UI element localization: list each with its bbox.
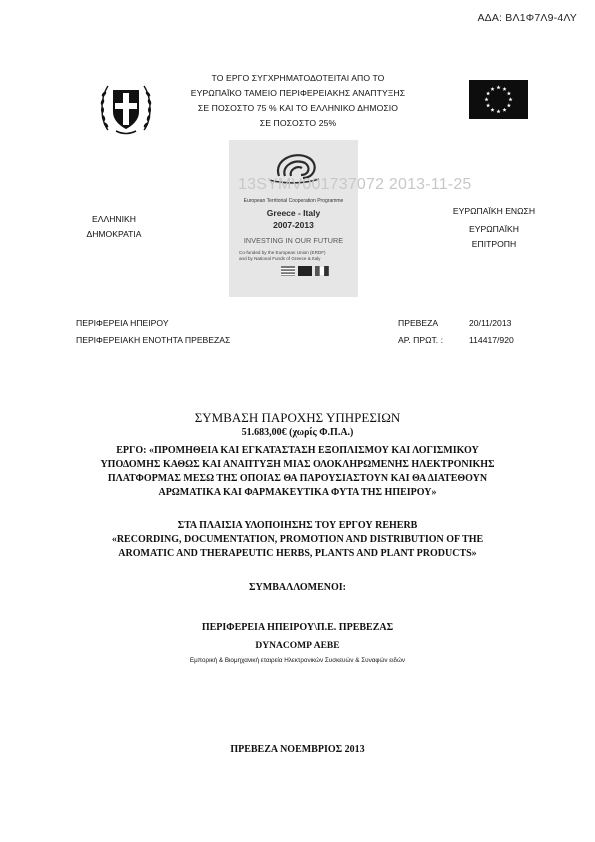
header-line: ΕΛΛΗΝΙΚΗ <box>92 214 136 224</box>
project-line: ΠΛΑΤΦΟΡΜΑΣ ΜΕΣΩ ΤΗΣ ΟΠΟΙΑΣ ΘΑ ΠΑΡΟΥΣΙΑΣΤΟΥΝ ΚΑΙ ΘΑ ΔΙΑΤΕΘΟΥΝ <box>107 473 488 484</box>
document-date: 20/11/2013 <box>469 318 512 328</box>
framework-line: «RECORDING, DOCUMENTATION, PROMOTION AND DISTRIBUTION OF THE <box>111 534 484 545</box>
contract-amount: 51.683,00€ (χωρίς Φ.Π.Α.) <box>241 427 354 438</box>
footer-place-date: ΠΡΕΒΕΖΑ ΝΟΕΜΒΡΙΟΣ 2013 <box>230 744 365 755</box>
eu-star-icon <box>496 109 500 113</box>
protocol-watermark: 13SYMV001737072 2013-11-25 <box>238 176 472 193</box>
party-contractor: DYNACOMP ΑΕΒΕ <box>255 641 340 651</box>
eu-star-icon <box>490 108 494 112</box>
eu-star-icon <box>502 108 506 112</box>
eu-star-icon <box>486 91 490 95</box>
interreg-greece-italy-logo <box>229 140 358 297</box>
eu-flag-icon <box>469 80 528 119</box>
project-line: ΕΡΓΟ: «ΠΡΟΜΗΘΕΙΑ ΚΑΙ ΕΓΚΑΤΑΣΤΑΣΗ ΕΞΟΠΛΙΣΜΟΥ ΚΑΙ ΛΟΓΙΣΜΙΚΟΥ <box>116 445 479 456</box>
eu-star-icon <box>508 97 512 101</box>
logo-years: 2007-2013 <box>273 220 314 230</box>
parties-heading: ΣΥΜΒΑΛΛΟΜΕΝΟΙ: <box>249 582 346 593</box>
funding-line: ΣΕ ΠΟΣΟΣΤΟ 25% <box>259 118 337 128</box>
region-unit-label: ΠΕΡΙΦΕΡΕΙΑΚΗ ΕΝΟΤΗΤΑ ΠΡΕΒΕΖΑΣ <box>76 335 231 345</box>
party-authority: ΠΕΡΙΦΕΡΕΙΑ ΗΠΕΙΡΟΥ\Π.Ε. ΠΡΕΒΕΖΑΣ <box>201 622 394 633</box>
european-union-label: ΕΥΡΩΠΑΪΚΗ ΕΝΩΣΗ <box>452 206 536 216</box>
framework-description <box>60 519 535 561</box>
funding-line: ΕΥΡΩΠΑΪΚΟ ΤΑΜΕΙΟ ΠΕΡΙΦΕΡΕΙΑΚΗΣ ΑΝΑΠΤΥΞΗΣ <box>190 88 406 98</box>
eu-star-icon <box>490 87 494 91</box>
party-contractor-description: Εμπορική & Βιομηχανική εταιρεία Ηλεκτρονικών Συσκευών & Συναφών ειδών <box>189 657 406 664</box>
funding-line: ΣΕ ΠΟΣΟΣΤΟ 75 % ΚΑΙ ΤΟ ΕΛΛΗΝΙΚΟ ΔΗΜΟΣΙΟ <box>197 103 399 113</box>
logo-programme-text: European Territorial Cooperation Programme <box>243 198 344 204</box>
project-line: ΑΡΩΜΑΤΙΚΑ ΚΑΙ ΦΑΡΜΑΚΕΥΤΙΚΑ ΦΥΤΑ ΤΗΣ ΗΠΕΙΡΟΥ» <box>158 487 437 498</box>
region-label: ΠΕΡΙΦΕΡΕΙΑ ΗΠΕΙΡΟΥ <box>76 318 169 328</box>
logo-cofunding-line: Co-funded by the European Union (ERDF) <box>239 250 326 255</box>
funding-line: ΤΟ ΕΡΓΟ ΣΥΓΧΡΗΜΑΤΟΔΟΤΕΙΤΑΙ ΑΠΟ ΤΟ <box>211 73 385 83</box>
eu-star-icon <box>507 103 511 107</box>
logo-flags-icon <box>281 266 341 276</box>
eu-star-icon <box>507 91 511 95</box>
protocol-label: ΑΡ. ΠΡΩΤ. : <box>398 335 443 345</box>
european-commission-label <box>446 222 542 252</box>
ada-code: ΑΔΑ: ΒΛ1Φ7Λ9-4ΛΥ <box>477 12 577 24</box>
eu-star-icon <box>484 97 488 101</box>
project-line: ΥΠΟΔΟΜΗΣ ΚΑΘΩΣ ΚΑΙ ΑΝΑΠΤΥΞΗ ΜΙΑΣ ΟΛΟΚΛΗΡΩΜΕΝΗΣ ΗΛΕΚΤΡΟΝΙΚΗΣ <box>100 459 495 470</box>
logo-slogan: INVESTING IN OUR FUTURE <box>243 236 344 245</box>
header-line: ΕΠΙΤΡΟΠΗ <box>471 239 517 249</box>
funding-statement <box>170 71 426 131</box>
header-line: ΔΗΜΟΚΡΑΤΙΑ <box>86 229 142 239</box>
header-line: ΕΥΡΩΠΑΪΚΗ <box>469 224 519 234</box>
place-label: ΠΡΕΒΕΖΑ <box>398 318 439 328</box>
eu-star-icon <box>502 87 506 91</box>
protocol-number: 114417/920 <box>469 335 514 345</box>
logo-title: Greece - Italy <box>266 208 321 218</box>
contract-title: ΣΥΜΒΑΣΗ ΠΑΡΟΧΗΣ ΥΠΗΡΕΣΙΩΝ <box>194 410 401 425</box>
logo-cofunding-text <box>239 250 348 262</box>
framework-line: ΣΤΑ ΠΛΑΙΣΙΑ ΥΛΟΠΟΙΗΣΗΣ ΤΟΥ ΕΡΓΟΥ REHERB <box>177 520 418 531</box>
eu-star-icon <box>486 103 490 107</box>
hellenic-republic-label <box>76 212 152 242</box>
eu-star-icon <box>496 85 500 89</box>
framework-line: AROMATIC AND THERAPEUTIC HERBS, PLANTS AND PLANT PRODUCTS» <box>118 548 477 559</box>
logo-cofunding-line: and by National Funds of Greece & Italy <box>239 256 321 261</box>
project-description <box>60 444 535 500</box>
greek-coat-of-arms-icon <box>98 78 154 138</box>
